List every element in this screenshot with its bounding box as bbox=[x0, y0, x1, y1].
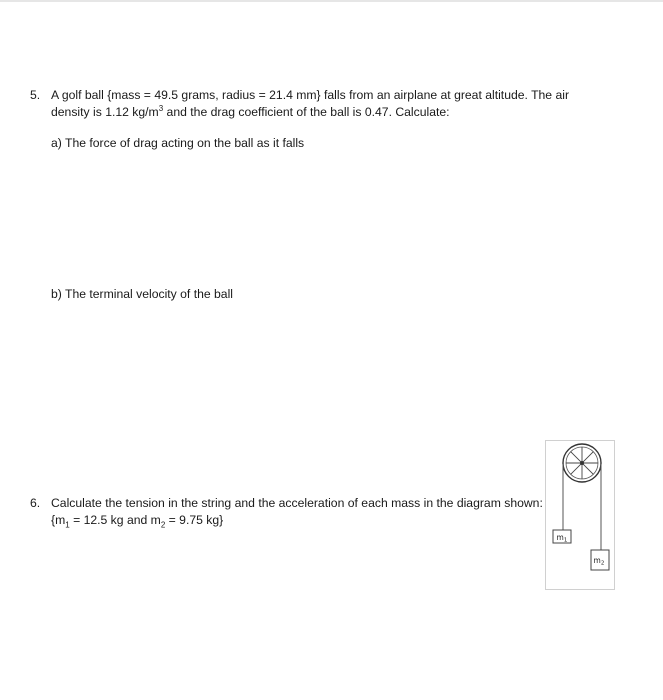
question-6-line-1: Calculate the tension in the string and the acceleration of each mass in the diagram shown: bbox=[51, 496, 543, 510]
question-5-line-2 bbox=[51, 104, 569, 121]
pulley-diagram bbox=[545, 440, 615, 590]
mass-1-label: $m_1$ bbox=[556, 533, 568, 544]
question-5-part-a: a) The force of drag acting on the ball as it falls bbox=[51, 136, 305, 150]
question-6-number: 6. bbox=[30, 496, 41, 510]
mass-1-prefix: {m bbox=[51, 513, 66, 527]
density-text: density is 1.12 kg/m bbox=[51, 105, 159, 119]
mass-1-value: = 12.5 kg and m bbox=[69, 513, 161, 527]
question-5-text bbox=[51, 87, 569, 121]
top-border bbox=[0, 0, 663, 2]
question-6-text bbox=[51, 495, 543, 529]
drag-coefficient-text: and the drag coefficient of the ball is 0.47. Calculate: bbox=[163, 105, 450, 119]
mass-2-value: = 9.75 kg} bbox=[165, 513, 224, 527]
question-6-line-2 bbox=[51, 512, 543, 529]
question-5-number: 5. bbox=[30, 88, 41, 102]
mass-1-subscript: 1 bbox=[65, 520, 70, 530]
question-5-line-1: A golf ball {mass = 49.5 grams, radius = 21.4 mm} falls from an airplane at great altitude. The air bbox=[51, 88, 570, 102]
mass-2-subscript: 2 bbox=[160, 520, 166, 530]
question-6 bbox=[30, 495, 550, 531]
pulley-wheel-icon bbox=[563, 444, 601, 482]
question-5-part-b: b) The terminal velocity of the ball bbox=[51, 287, 233, 301]
mass-2-label: $m_2$ bbox=[593, 556, 605, 567]
cubed-superscript: 3 bbox=[158, 103, 164, 113]
question-5 bbox=[30, 87, 590, 123]
